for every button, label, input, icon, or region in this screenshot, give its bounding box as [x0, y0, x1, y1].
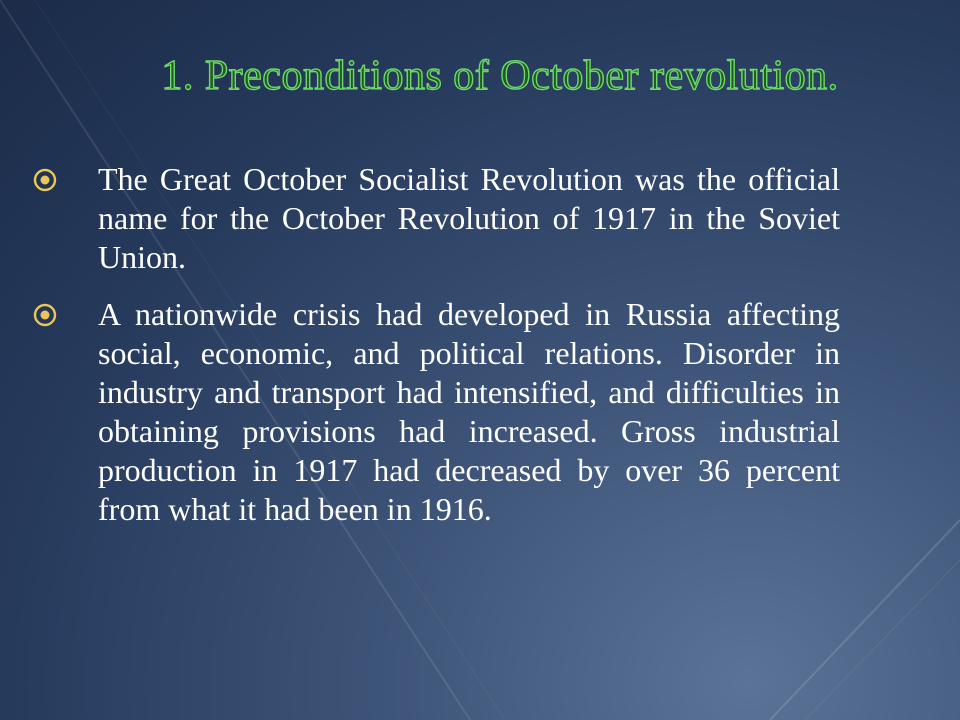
- target-bullet-icon: [33, 168, 57, 192]
- slide-title: 1. Preconditions of October revolution.: [161, 53, 839, 99]
- diagonal-line-bottom-right-2: [805, 560, 960, 720]
- bullet-text: A nationwide crisis had developed in Russia affecting social, economic, and political relations. Disorder in industry and transport had intensified, and difficulties in obtaining provisions had increased. Gross industrial production in 1917 had decreased by over 36 percent from what it had been in 1916.: [98, 296, 840, 527]
- bullet-item: [98, 160, 840, 277]
- bullet-text: The Great October Socialist Revolution was the official name for the October Revolution of 1917 in the Soviet Union.: [98, 161, 840, 275]
- bullet-list: [98, 160, 840, 547]
- diagonal-line-bottom-right: [770, 520, 960, 720]
- target-bullet-icon: [33, 303, 57, 327]
- bullet-item: [98, 295, 840, 529]
